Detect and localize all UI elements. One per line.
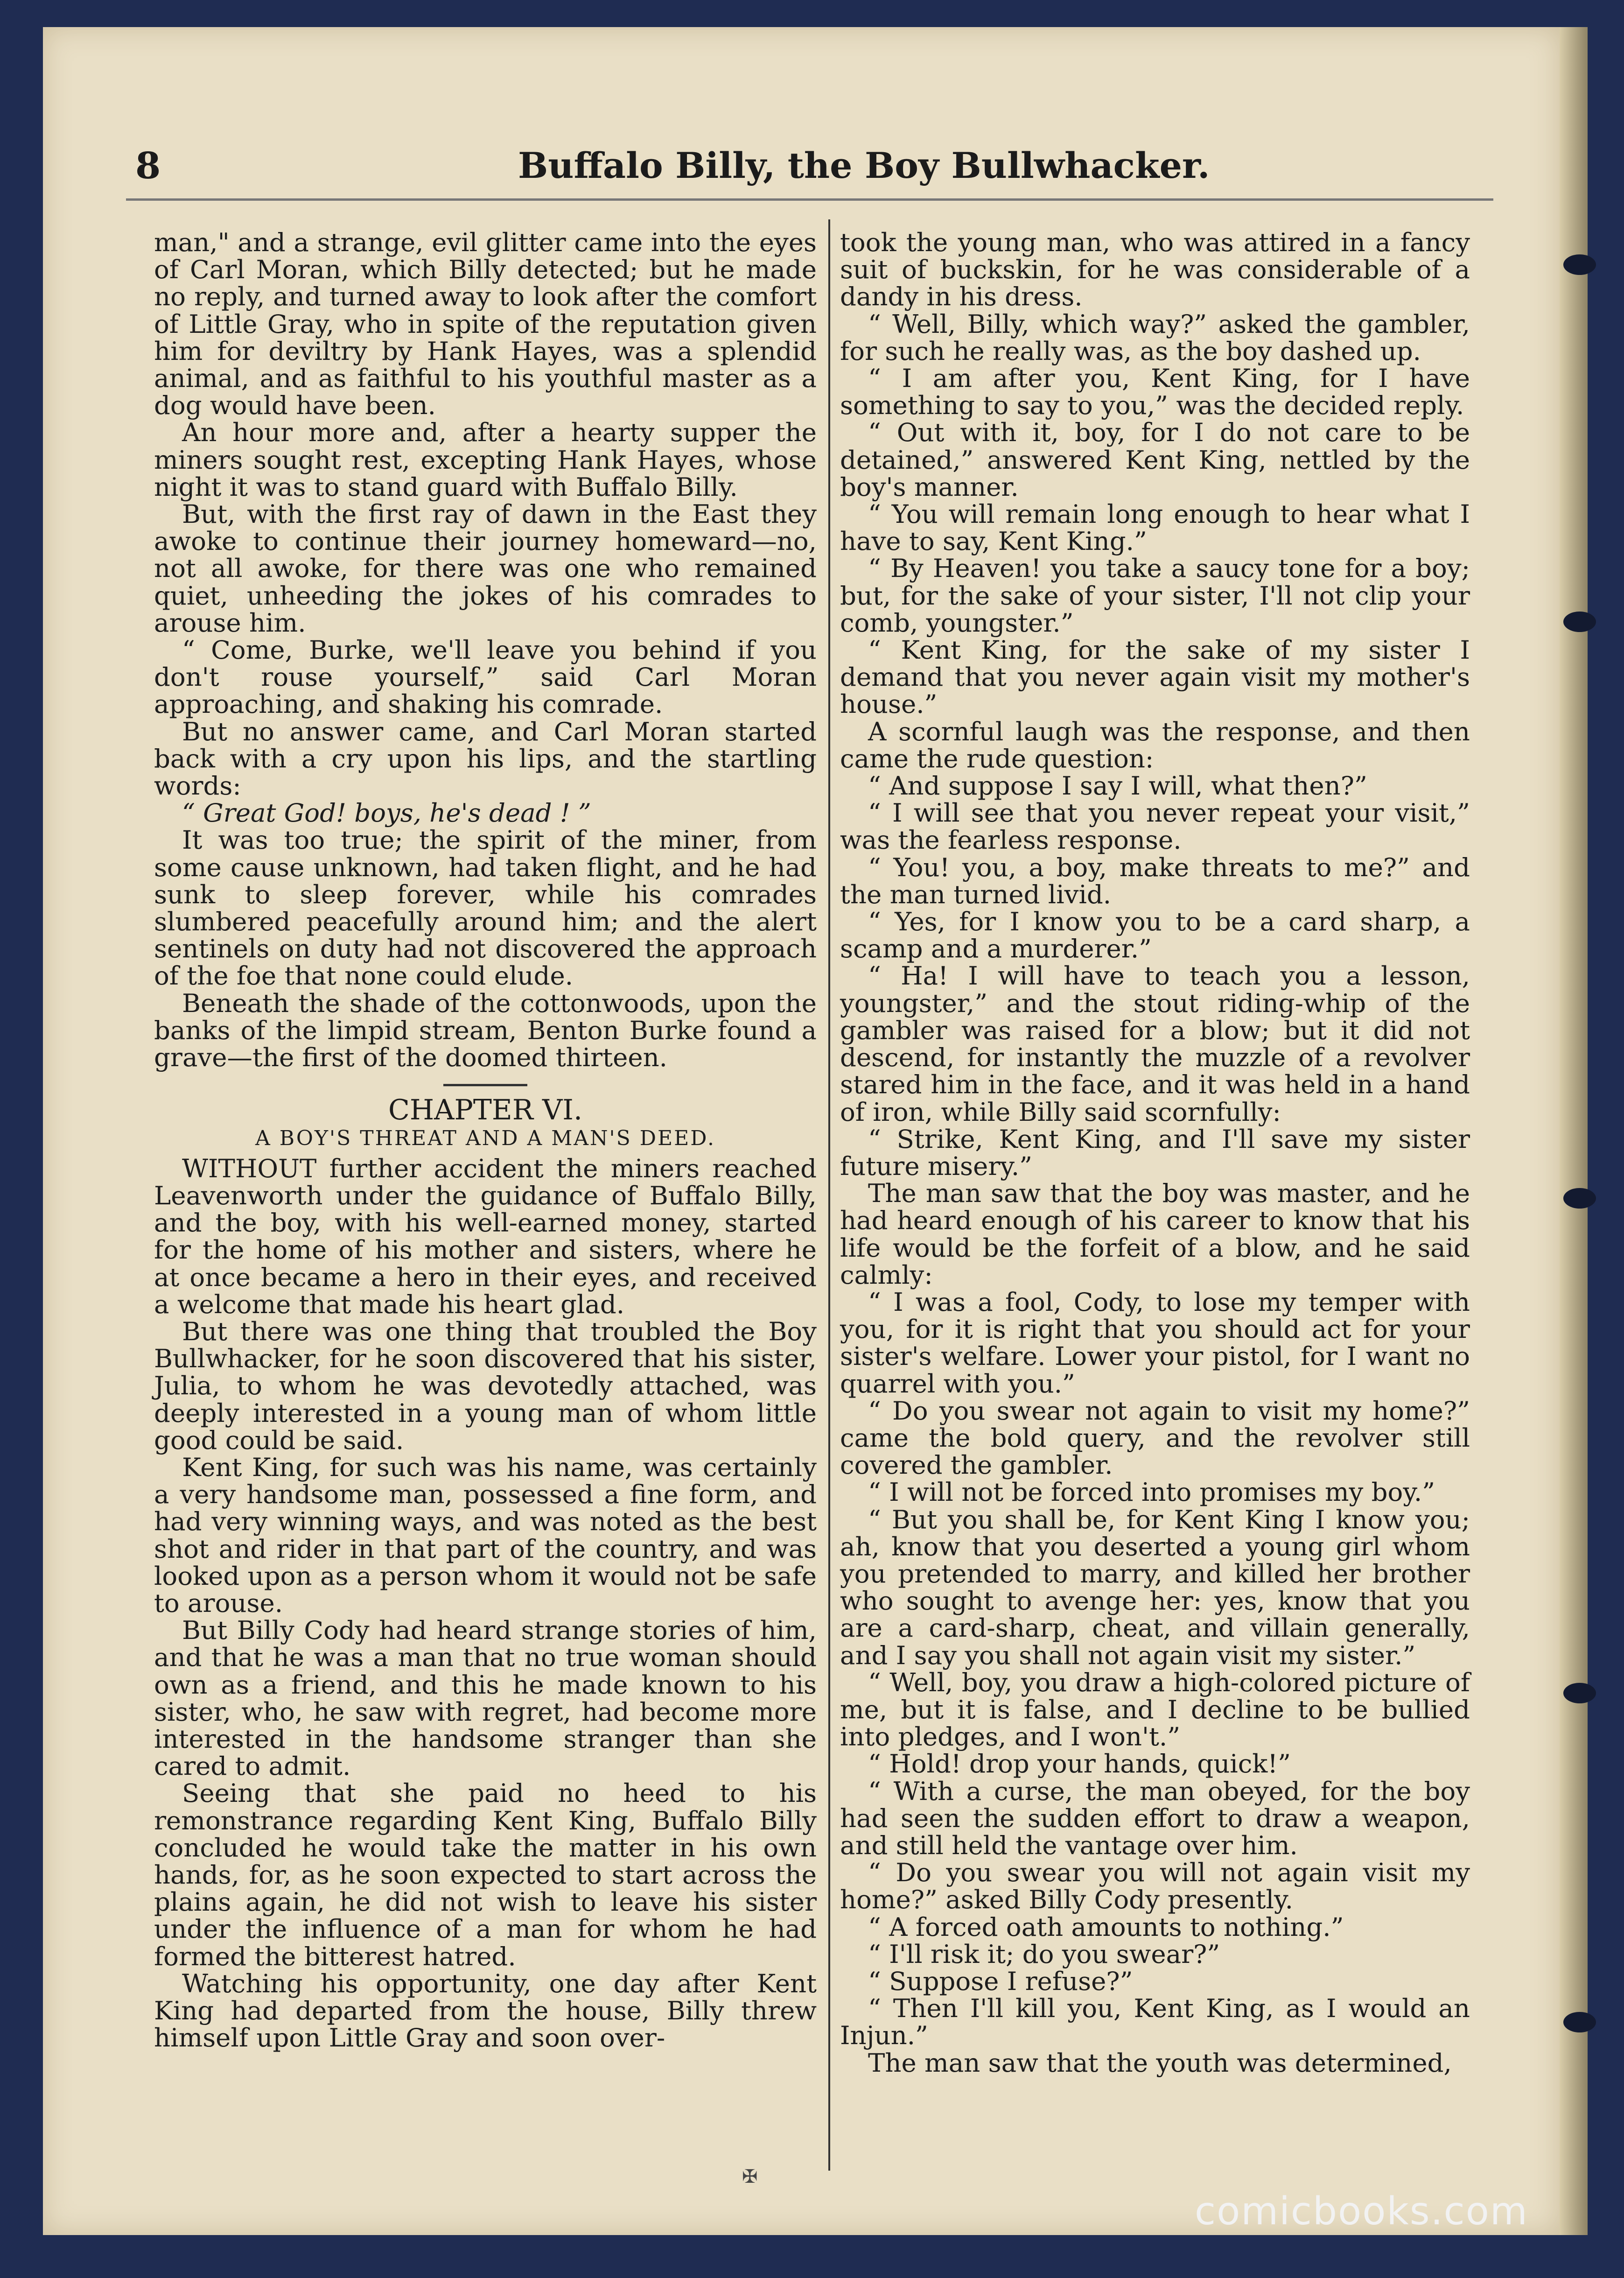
paragraph: “ I am after you, Kent King, for I have something to say to you,” was the decided reply. — [840, 363, 1470, 421]
paragraph: “ Well, Billy, which way?” asked the gambler, for such he really was, as the boy dashed up. — [840, 309, 1470, 366]
watermark: comicbooks.com — [1195, 2189, 1528, 2234]
paragraph: It was too true; the spirit of the miner, from some cause unknown, had taken flight, and he had sunk to sleep forever, while his comrades slumbered peacefully around him; and the alert sentinels on duty had not discovered the approach of the foe that none could elude. — [154, 825, 817, 991]
paragraph: “ Come, Burke, we'll leave you behind if you don't rouse yourself,” said Carl Moran approaching, and shaking his comrade. — [154, 635, 817, 719]
paragraph: “ I was a fool, Cody, to lose my temper with you, for it is right that you should act for your sister's welfare. Lower your pistol, for I want no quarrel with you.” — [840, 1287, 1470, 1399]
paragraph: Kent King, for such was his name, was certainly a very handsome man, possessed a fine form, and had very winning ways, and was noted as the best shot and rider in that part of the country, and was looked upon as a person whom it would not be safe to arouse. — [154, 1452, 817, 1618]
paragraph: The man saw that the youth was determined, — [868, 2047, 1452, 2078]
paragraph: “ Suppose I refuse?” — [868, 1966, 1133, 1996]
paragraph: “ Then I'll kill you, Kent King, as I would an Injun.” — [840, 1993, 1470, 2051]
paragraph: “ Do you swear you will not again visit my home?” asked Billy Cody presently. — [840, 1857, 1470, 1915]
paragraph: “ Ha! I will have to teach you a lesson, youngster,” and the stout riding-whip of the gambler was raised for a blow; but it did not descend, for instantly the muzzle of a revolver stared him in the face, and it was held in a hand of iron, while Billy said scornfully: — [840, 961, 1470, 1127]
paragraph: “ Strike, Kent King, and I'll save my sister future misery.” — [840, 1124, 1470, 1181]
binding-hole — [1563, 1683, 1596, 1703]
paragraph: “ Do you swear not again to visit my home?” came the bold query, and the revolver still covered the gambler. — [840, 1395, 1470, 1480]
paragraph: “ Kent King, for the sake of my sister I demand that you never again visit my mother's house.” — [840, 635, 1470, 719]
paragraph: The man saw that the boy was master, and he had heard enough of his career to know that his life would be the forfeit of a blow, and he said calmly: — [840, 1178, 1470, 1290]
paragraph: Beneath the shade of the cottonwoods, upon the banks of the limpid stream, Benton Burke found a grave—the first of the doomed thirteen. — [154, 988, 817, 1073]
paragraph: “ Hold! drop your hands, quick!” — [868, 1749, 1291, 1779]
page-number: 8 — [135, 145, 161, 187]
paragraph: Watching his opportunity, one day after Kent King had departed from the house, Billy threw himself upon Little Gray and soon over- — [154, 1968, 817, 2053]
paragraph: took the young man, who was attired in a fancy suit of buckskin, for he was considerable of a dandy in his dress. — [840, 227, 1470, 312]
chapter-title: CHAPTER VI. — [388, 1094, 583, 1127]
binding-hole — [1563, 1188, 1596, 1209]
page-edge — [1560, 27, 1588, 2235]
paragraph: “ Out with it, boy, for I do not care to be detained,” answered Kent King, nettled by the boy's manner. — [840, 417, 1470, 502]
left-column — [154, 229, 817, 2051]
section-divider — [443, 1084, 527, 1086]
paragraph: “ You will remain long enough to hear what I have to say, Kent King.” — [840, 499, 1470, 556]
binding-hole — [1563, 612, 1596, 632]
chapter-subtitle: A BOY'S THREAT AND A MAN'S DEED. — [255, 1126, 715, 1150]
paragraph: “ But you shall be, for Kent King I know you; ah, know that you deserted a young girl whom you pretended to marry, and killed her brother who sought to avenge her: yes, know that you are a card-sharp, cheat, and villain generally, and I say you shall not again visit my sister.” — [840, 1504, 1470, 1670]
column-divider — [828, 219, 830, 2171]
paragraph: “ And suppose I say I will, what then?” — [868, 771, 1367, 801]
paragraph: “ A forced oath amounts to nothing.” — [868, 1912, 1344, 1942]
paragraph: “ Well, boy, you draw a high-colored picture of me, but it is false, and I decline to be bullied into pledges, and I won't.” — [840, 1667, 1470, 1752]
paragraph: WITHOUT further accident the miners reached Leavenworth under the guidance of Buffalo Billy, and the boy, with his well-earned money, started for the home of his mother and sisters, where he at once became a hero in their eyes, and received a welcome that made his heart glad. — [154, 1153, 817, 1319]
paragraph: But, with the first ray of dawn in the East they awoke to continue their journey homeward—no, not all awoke, for there was one who remained quiet, unheeding the jokes of his comrades to arouse him. — [154, 499, 817, 638]
page-header — [135, 140, 1210, 196]
paragraph: But there was one thing that troubled the Boy Bullwhacker, for he soon discovered that his sister, Julia, to whom he was devotedly attached, was deeply interested in a young man of whom little good could be said. — [154, 1316, 817, 1455]
binding-hole — [1563, 254, 1596, 275]
running-title: Buffalo Billy, the Boy Bullwhacker. — [518, 145, 1210, 186]
paragraph: An hour more and, after a hearty supper the miners sought rest, excepting Hank Hayes, whose night it was to stand guard with Buffalo Billy. — [154, 417, 817, 502]
paragraph: “ I will not be forced into promises my boy.” — [868, 1477, 1435, 1507]
binding-hole — [1563, 2012, 1596, 2032]
paragraph: man," and a strange, evil glitter came into the eyes of Carl Moran, which Billy detected; but he made no reply, and turned away to look after the comfort of Little Gray, who in spite of the reputation given him for deviltry by Hank Hayes, was a splendid animal, and as faithful to his youthful master as a dog would have been. — [154, 227, 817, 421]
paragraph: A scornful laugh was the response, and then came the rude question: — [840, 716, 1470, 773]
paragraph: “ I'll risk it; do you swear?” — [868, 1939, 1220, 1969]
paragraph: But Billy Cody had heard strange stories of him, and that he was a man that no true woman should own as a friend, and this he made known to his sister, who, he saw with regret, had become more interested in the handsome stranger than she cared to admit. — [154, 1615, 817, 1781]
paragraph: “ With a curse, the man obeyed, for the boy had seen the sudden effort to draw a weapon, and still held the vantage over him. — [840, 1776, 1470, 1860]
paragraph: “ I will see that you never repeat your visit,” was the fearless response. — [840, 798, 1470, 855]
paragraph: But no answer came, and Carl Moran started back with a cry upon his lips, and the startling words: — [154, 716, 817, 801]
paragraph: “ By Heaven! you take a saucy tone for a boy; but, for the sake of your sister, I'll not clip your comb, youngster.” — [840, 553, 1470, 638]
footer-ornament: ✠ — [742, 2166, 758, 2187]
paragraph: Seeing that she paid no heed to his remonstrance regarding Kent King, Buffalo Billy concluded he would take the matter in his own hands, for, as he soon expected to start across the plains again, he did not wish to leave his sister under the influence of a man for whom he had formed the bitterest hatred. — [154, 1778, 817, 1971]
paragraph: “ Yes, for I know you to be a card sharp, a scamp and a murderer.” — [840, 907, 1470, 964]
header-rule — [126, 198, 1493, 201]
right-column — [840, 229, 1470, 2076]
paragraph-italic: “ Great God! boys, he's dead ! ” — [182, 798, 591, 828]
paragraph: “ You! you, a boy, make threats to me?” and the man turned livid. — [840, 852, 1470, 909]
